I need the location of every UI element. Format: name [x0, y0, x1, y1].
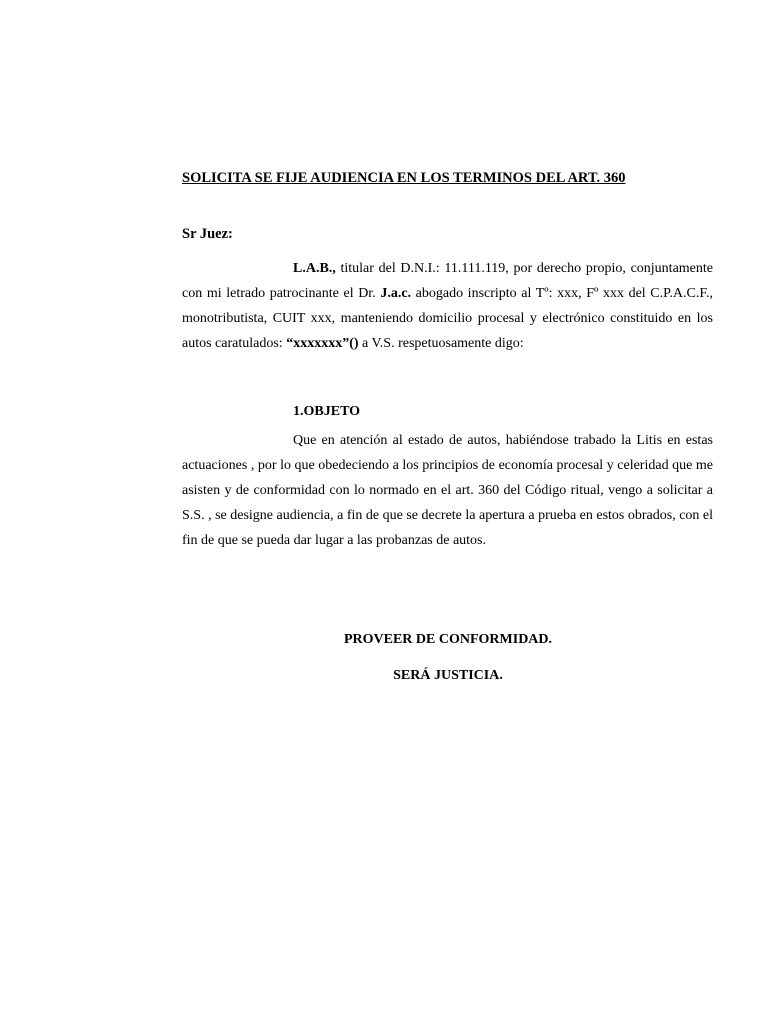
document-title: SOLICITA SE FIJE AUDIENCIA EN LOS TERMINOS DEL ART. 360 — [182, 170, 626, 186]
intro-text-3: a V.S. respetuosamente digo: — [358, 336, 524, 351]
section-heading-objeto: 1.OBJETO — [293, 404, 361, 419]
intro-paragraph — [182, 256, 713, 356]
intro-text-1: titular del D.N.I.: 11.111.119, por derecho propio, conjuntamente con mi letrado patrocinante el Dr. — [182, 261, 713, 301]
salutation: Sr Juez: — [182, 226, 233, 242]
closing-proveer: PROVEER DE CONFORMIDAD. — [343, 632, 553, 647]
intro-text-2: abogado inscripto al Tº: xxx, Fº xxx del C.P.A.C.F., monotributista, CUIT xxx, manteniendo domicilio procesal y electrónico constituido en los autos caratulados: — [182, 286, 713, 351]
petitioner-name: L.A.B., — [293, 261, 336, 276]
objeto-paragraph: Que en atención al estado de autos, habiéndose trabado la Litis en estas actuaciones , por lo que obedeciendo a los principios de economía procesal y celeridad que me asisten y de conformidad con lo normado en el art. 360 del Código ritual, vengo a solicitar a S.S. , se designe audiencia, a fin de que se decrete la apertura a prueba en estos obrados, con el fin de que se pueda dar lugar a las probanzas de autos. — [182, 433, 714, 548]
closing-justicia: SERÁ JUSTICIA. — [393, 668, 503, 683]
case-title: “xxxxxxx”() — [286, 336, 359, 351]
lawyer-name: J.a.c. — [380, 286, 412, 301]
